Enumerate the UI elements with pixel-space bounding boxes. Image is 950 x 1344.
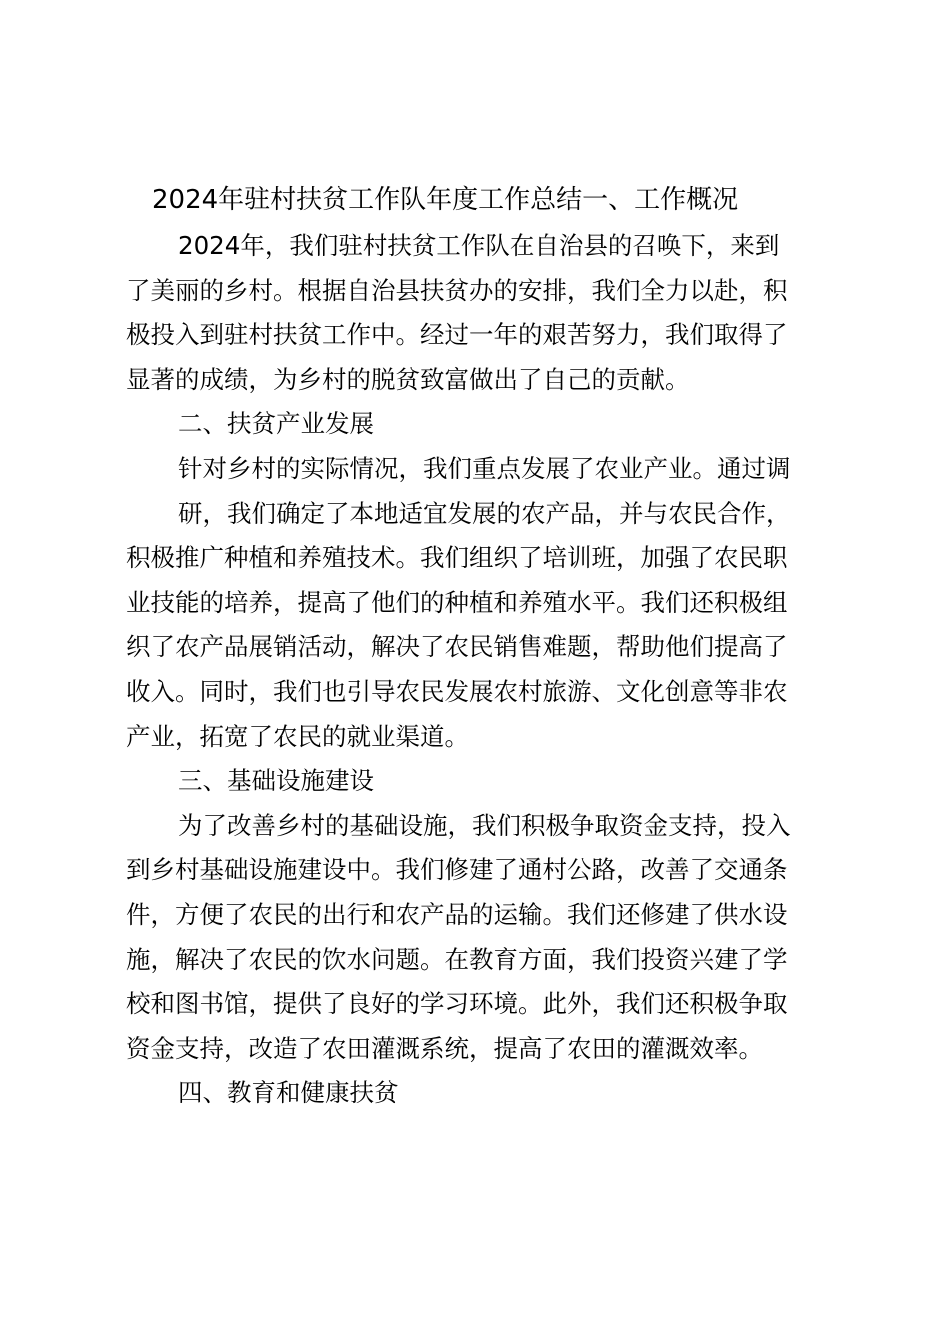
text-line: 三、基础设施建设 xyxy=(178,766,374,796)
text-line: 资金支持，改造了农田灌溉系统，提高了农田的灌溉效率。 xyxy=(126,1033,763,1063)
text-line: 产业，拓宽了农民的就业渠道。 xyxy=(126,721,469,751)
text-line: 件，方便了农民的出行和农产品的运输。我们还修建了供水设 xyxy=(126,899,788,929)
text-line: 收入。同时，我们也引导农民发展农村旅游、文化创意等非农 xyxy=(126,676,788,706)
document-title: 2024年驻村扶贫工作队年度工作总结一、工作概况 xyxy=(152,185,739,215)
text-line: 极投入到驻村扶贫工作中。经过一年的艰苦努力，我们取得了 xyxy=(126,320,788,350)
text-line: 为了改善乡村的基础设施，我们积极争取资金支持，投入 xyxy=(178,810,791,840)
text-line: 研，我们确定了本地适宜发展的农产品，并与农民合作， xyxy=(178,498,791,528)
text-line: 二、扶贫产业发展 xyxy=(178,409,374,439)
text-line: 施，解决了农民的饮水问题。在教育方面，我们投资兴建了学 xyxy=(126,944,788,974)
text-line: 显著的成绩，为乡村的脱贫致富做出了自己的贡献。 xyxy=(126,364,690,394)
text-line: 了美丽的乡村。根据自治县扶贫办的安排，我们全力以赴，积 xyxy=(126,275,788,305)
text-line: 四、教育和健康扶贫 xyxy=(178,1078,399,1108)
text-line: 针对乡村的实际情况，我们重点发展了农业产业。通过调 xyxy=(178,453,791,483)
text-line: 校和图书馆，提供了良好的学习环境。此外，我们还积极争取 xyxy=(126,989,788,1019)
text-line: 织了农产品展销活动，解决了农民销售难题，帮助他们提高了 xyxy=(126,632,788,662)
text-line: 2024年，我们驻村扶贫工作队在自治县的召唤下，来到 xyxy=(178,231,780,260)
text-line: 业技能的培养，提高了他们的种植和养殖水平。我们还积极组 xyxy=(126,587,788,617)
text-line: 到乡村基础设施建设中。我们修建了通村公路，改善了交通条 xyxy=(126,855,788,885)
text-line: 积极推广种植和养殖技术。我们组织了培训班，加强了农民职 xyxy=(126,543,788,573)
document-body xyxy=(126,224,820,1116)
